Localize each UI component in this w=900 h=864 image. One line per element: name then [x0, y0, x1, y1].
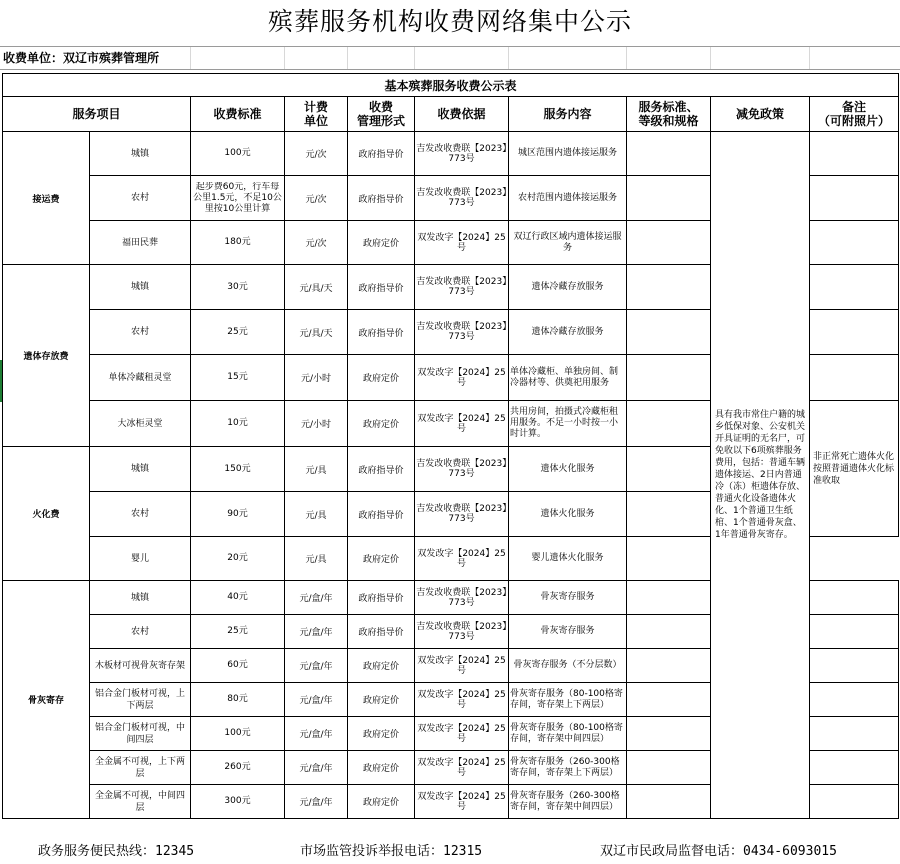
sub-item: 城镇: [90, 132, 191, 176]
page-title: 殡葬服务机构收费网络集中公示: [267, 7, 632, 36]
billing-unit: 元/盒/年: [285, 581, 348, 615]
billing-unit: 元/小时: [285, 401, 348, 447]
table-caption: 基本殡葬服务收费公示表: [3, 74, 899, 97]
fee-basis: 吉发改收费联【2023】773号: [415, 492, 509, 537]
grid-line: [414, 47, 415, 69]
billing-unit: 元/盒/年: [285, 649, 348, 683]
note-cell: [810, 751, 899, 785]
header-policy: 减免政策: [711, 97, 810, 132]
service-content: 骨灰寄存服务（不分层数）: [509, 649, 627, 683]
sub-item: 铝合金门板材可视，上下两层: [90, 683, 191, 717]
service-content: 骨灰寄存服务: [509, 615, 627, 649]
service-standard: [627, 132, 711, 176]
market-complaint-text: 市场监管投诉举报电话：12315: [300, 844, 483, 859]
management-form: 政府定价: [348, 221, 415, 265]
billing-unit: 元/次: [285, 221, 348, 265]
exemption-policy: 具有我市常住户籍的城乡低保对象、公安机关开具证明的无名尸，可免收以下6项殡葬服务费用，包括：普通车辆遗体接运、2日内普通冷（冻）柜遗体存放、普通火化设备遗体火化、1个普通卫生纸棺、1个普通骨灰盒、1年普通骨灰寄存。: [711, 132, 810, 819]
service-content: 遗体冷藏存放服务: [509, 265, 627, 310]
fee-unit-label: 收费单位：双辽市殡葬管理所: [3, 51, 160, 65]
category-cremation: 火化费: [3, 447, 90, 581]
service-content: 农村范围内遗体接运服务: [509, 176, 627, 221]
management-form: 政府指导价: [348, 615, 415, 649]
management-form: 政府定价: [348, 537, 415, 581]
service-standard: [627, 649, 711, 683]
billing-unit: 元/具/天: [285, 310, 348, 355]
service-content: 骨灰寄存服务（260-300格寄存间，寄存架中间四层）: [509, 785, 627, 819]
sub-item: 婴儿: [90, 537, 191, 581]
fee-basis: 双发改字【2024】25号: [415, 717, 509, 751]
note-cell: [810, 355, 899, 401]
fee-value: 90元: [191, 492, 285, 537]
header-note: 备注 （可附照片）: [810, 97, 899, 132]
sub-item: 全金属不可视，上下两层: [90, 751, 191, 785]
note-cell: [810, 132, 899, 176]
remark-note: 非正常死亡遗体火化按照普通遗体火化标准收取: [810, 401, 899, 537]
billing-unit: 元/具/天: [285, 265, 348, 310]
service-content: 双辽行政区域内遗体接运服务: [509, 221, 627, 265]
header-unit: 计费 单位: [285, 97, 348, 132]
fee-basis: 双发改字【2024】25号: [415, 221, 509, 265]
note-cell: [810, 649, 899, 683]
header-form: 收费 管理形式: [348, 97, 415, 132]
fee-basis: 双发改字【2024】25号: [415, 649, 509, 683]
fee-value: 150元: [191, 447, 285, 492]
grid-line: [190, 47, 191, 69]
fee-value: 25元: [191, 310, 285, 355]
service-standard: [627, 615, 711, 649]
management-form: 政府指导价: [348, 310, 415, 355]
note-cell: [810, 785, 899, 819]
header-basis: 收费依据: [415, 97, 509, 132]
footer: [0, 834, 900, 864]
fee-value: 10元: [191, 401, 285, 447]
service-content: 遗体火化服务: [509, 492, 627, 537]
billing-unit: 元/盒/年: [285, 683, 348, 717]
sub-item: 城镇: [90, 265, 191, 310]
sub-item: 城镇: [90, 447, 191, 492]
sub-item: 农村: [90, 492, 191, 537]
billing-unit: 元/具: [285, 537, 348, 581]
service-standard: [627, 683, 711, 717]
header-standard: 服务标准、 等级和规格: [627, 97, 711, 132]
fee-value: [191, 176, 285, 221]
service-standard: [627, 447, 711, 492]
note-cell: [810, 581, 899, 615]
management-form: 政府指导价: [348, 265, 415, 310]
management-form: 政府定价: [348, 751, 415, 785]
billing-unit: 元/次: [285, 176, 348, 221]
fee-basis: 吉发改收费联【2023】773号: [415, 176, 509, 221]
service-content: 单体冷藏柜、单独房间、制冷器材等、供奠祀用服务: [509, 355, 627, 401]
management-form: 政府定价: [348, 717, 415, 751]
sub-item: 单体冷藏租灵堂: [90, 355, 191, 401]
fee-basis: 双发改字【2024】25号: [415, 751, 509, 785]
sub-item: 大冰柜灵堂: [90, 401, 191, 447]
management-form: 政府指导价: [348, 176, 415, 221]
fee-value: 100元: [191, 717, 285, 751]
fee-basis: 吉发改收费联【2023】773号: [415, 447, 509, 492]
unit-bar: [0, 46, 900, 70]
fee-value: 25元: [191, 615, 285, 649]
billing-unit: 元/盒/年: [285, 717, 348, 751]
fee-value: 300元: [191, 785, 285, 819]
fee-basis: 吉发改收费联【2023】773号: [415, 265, 509, 310]
service-content: 婴儿遗体火化服务: [509, 537, 627, 581]
grid-line: [508, 47, 509, 69]
fee-value: 20元: [191, 537, 285, 581]
service-standard: [627, 355, 711, 401]
service-standard: [627, 785, 711, 819]
management-form: 政府指导价: [348, 492, 415, 537]
category-storage: 遗体存放费: [3, 265, 90, 447]
grid-line: [347, 47, 348, 69]
service-standard: [627, 581, 711, 615]
sub-item: 全金属不可视，中间四层: [90, 785, 191, 819]
fee-basis: 双发改字【2024】25号: [415, 683, 509, 717]
service-standard: [627, 717, 711, 751]
note-cell: [810, 176, 899, 221]
billing-unit: 元/盒/年: [285, 615, 348, 649]
fee-basis: 吉发改收费联【2023】773号: [415, 581, 509, 615]
management-form: 政府指导价: [348, 581, 415, 615]
fee-value: 180元: [191, 221, 285, 265]
service-standard: [627, 492, 711, 537]
note-cell: [810, 615, 899, 649]
management-form: 政府指导价: [348, 132, 415, 176]
service-standard: [627, 221, 711, 265]
fee-text: 起步费60元，行车每公里1.5元，不足10公里按10公里计算: [193, 181, 282, 214]
service-content: 城区范围内遗体接运服务: [509, 132, 627, 176]
fee-value: 30元: [191, 265, 285, 310]
note-cell: [810, 717, 899, 751]
header-fee: 收费标准: [191, 97, 285, 132]
fee-basis: 双发改字【2024】25号: [415, 785, 509, 819]
note-cell: [810, 221, 899, 265]
grid-line: [809, 47, 810, 69]
management-form: 政府定价: [348, 683, 415, 717]
billing-unit: 元/具: [285, 447, 348, 492]
fee-basis: 双发改字【2024】25号: [415, 537, 509, 581]
fee-value: 15元: [191, 355, 285, 401]
fee-value: 40元: [191, 581, 285, 615]
service-content: 骨灰寄存服务（80-100格寄存间，寄存架上下两层）: [509, 683, 627, 717]
grid-line: [710, 47, 711, 69]
sub-item: 农村: [90, 615, 191, 649]
management-form: 政府指导价: [348, 447, 415, 492]
table-row: [3, 132, 899, 176]
sub-item: 铝合金门板材可视，中间四层: [90, 717, 191, 751]
billing-unit: 元/具: [285, 492, 348, 537]
note-cell: [810, 265, 899, 310]
civil-affairs-phone-text: 双辽市民政局监督电话：0434-6093015: [600, 844, 837, 859]
billing-unit: 元/盒/年: [285, 751, 348, 785]
category-transport: 接运费: [3, 132, 90, 265]
service-standard: [627, 537, 711, 581]
billing-unit: 元/小时: [285, 355, 348, 401]
hotline-text: 政务服务便民热线：12345: [38, 844, 195, 859]
fee-basis: 双发改字【2024】25号: [415, 401, 509, 447]
service-standard: [627, 265, 711, 310]
note-cell: [810, 310, 899, 355]
service-standard: [627, 310, 711, 355]
header-content: 服务内容: [509, 97, 627, 132]
service-standard: [627, 751, 711, 785]
sub-item: 木板材可视骨灰寄存架: [90, 649, 191, 683]
fee-basis: 吉发改收费联【2023】773号: [415, 310, 509, 355]
fee-value: 260元: [191, 751, 285, 785]
category-ash-storage: 骨灰寄存: [3, 581, 90, 819]
service-standard: [627, 176, 711, 221]
note-cell: [810, 683, 899, 717]
management-form: 政府定价: [348, 355, 415, 401]
header-item: 服务项目: [3, 97, 191, 132]
service-content: 遗体冷藏存放服务: [509, 310, 627, 355]
fee-basis: 吉发改收费联【2023】773号: [415, 132, 509, 176]
management-form: 政府定价: [348, 401, 415, 447]
billing-unit: 元/次: [285, 132, 348, 176]
sub-item: 城镇: [90, 581, 191, 615]
fee-value: 80元: [191, 683, 285, 717]
grid-line: [626, 47, 627, 69]
service-standard: [627, 401, 711, 447]
service-content: 共用房间，拍摄式冷藏柜租用服务。不足一小时按一小时计算。: [509, 401, 627, 447]
service-content: 骨灰寄存服务（260-300格寄存间，寄存架上下两层）: [509, 751, 627, 785]
fee-basis: 吉发改收费联【2023】773号: [415, 615, 509, 649]
sub-item: 农村: [90, 310, 191, 355]
fee-value: 60元: [191, 649, 285, 683]
service-content: 骨灰寄存服务: [509, 581, 627, 615]
header-row: [3, 97, 899, 132]
management-form: 政府定价: [348, 785, 415, 819]
sub-item: 农村: [90, 176, 191, 221]
service-content: 遗体火化服务: [509, 447, 627, 492]
sub-item: 福田民葬: [90, 221, 191, 265]
fee-table: [2, 73, 899, 819]
service-content: 骨灰寄存服务（80-100格寄存间，寄存架中间四层）: [509, 717, 627, 751]
billing-unit: 元/盒/年: [285, 785, 348, 819]
management-form: 政府定价: [348, 649, 415, 683]
fee-value: 100元: [191, 132, 285, 176]
grid-line: [284, 47, 285, 69]
fee-basis: 双发改字【2024】25号: [415, 355, 509, 401]
